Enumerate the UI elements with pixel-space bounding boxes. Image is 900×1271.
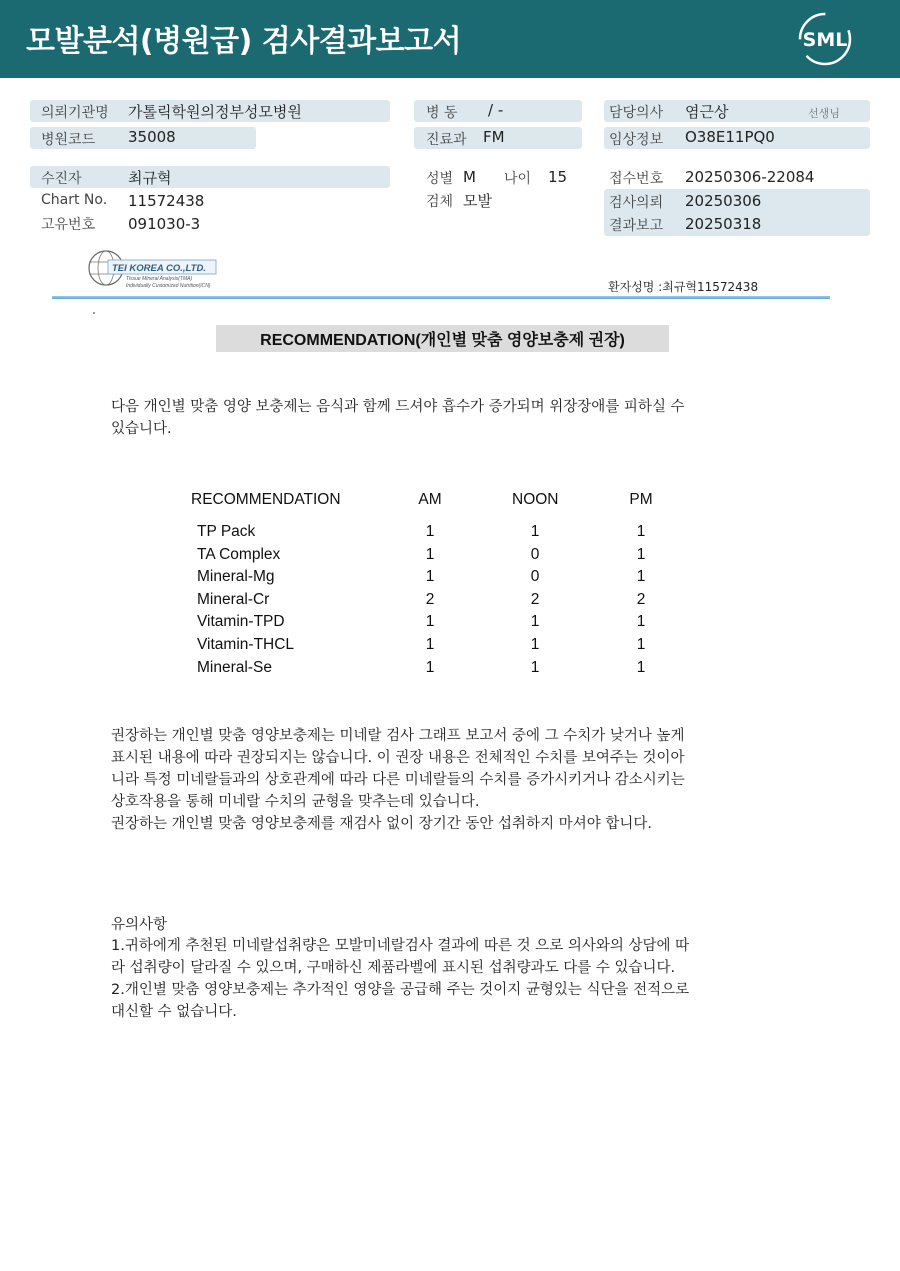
doctor-label: 담당의사 [609, 105, 664, 121]
tei-line2: Individually Customized Nutrition(ICN) [126, 283, 211, 289]
specimen-label: 검체 [426, 194, 454, 210]
unique-label: 고유번호 [41, 217, 96, 233]
section-title: RECOMMENDATION(개인별 맞춤 영양보충제 권장) [216, 325, 669, 352]
doctor-suffix: 선생님 [808, 107, 840, 120]
table-cell-am: 1 [425, 523, 435, 540]
specimen-value: 모발 [463, 192, 492, 210]
table-cell-am: 1 [425, 658, 435, 676]
col-header-noon: NOON [512, 491, 559, 508]
note-line: 니라 특정 미네랄들과의 상호관계에 따라 다른 미네랄들의 수치를 증가시키거나 감소시키는 [111, 772, 685, 788]
table-cell-pm: 1 [636, 523, 646, 540]
table-cell-pm: 1 [636, 636, 646, 653]
age-label: 나이 [504, 171, 532, 187]
table-cell-am: 1 [425, 568, 435, 586]
ward-value: / - [488, 101, 504, 119]
intro-line: 있습니다. [111, 421, 172, 437]
table-cell-am: 1 [425, 613, 435, 631]
table-cell-name: Mineral-Cr [197, 590, 270, 608]
request-label: 검사의뢰 [609, 195, 664, 211]
note-line: 상호작용을 통해 미네랄 수치의 균형을 맞추는데 있습니다. [111, 794, 480, 810]
caution-title: 유의사항 [111, 917, 168, 933]
report-title: 모발분석(병원급) 검사결과보고서 [26, 24, 462, 59]
ward-label: 병 동 [426, 105, 458, 121]
table-cell-name: Vitamin-THCL [197, 636, 295, 653]
dept-label: 진료과 [426, 132, 467, 148]
divider-dot [93, 312, 95, 314]
tei-brand: TEI KOREA CO.,LTD. [112, 263, 206, 274]
table-cell-name: Vitamin-TPD [197, 613, 285, 631]
table-cell-pm: 2 [636, 590, 646, 608]
patient-value: 최규혁 [128, 169, 172, 187]
table-cell-name: TP Pack [197, 523, 256, 540]
table-cell-pm: 1 [636, 568, 646, 586]
caution-line: 대신할 수 없습니다. [111, 1004, 237, 1020]
table-cell-pm: 1 [636, 613, 646, 631]
caution-line: 2.개인별 맞춤 영양보충제는 추가적인 영양을 공급해 주는 것이지 균형있는 식단을 전적으로 [111, 982, 690, 998]
request-value: 20250306 [685, 192, 762, 210]
hospital-code-label: 병원코드 [41, 132, 96, 148]
note-line: 권장하는 개인별 맞춤 영양보충제는 미네랄 검사 그래프 보고서 중에 그 수치가 낮거나 높게 [111, 728, 685, 744]
report-label: 결과보고 [609, 218, 664, 234]
caution-line: 라 섭취량이 달라질 수 있으며, 구매하신 제품라벨에 표시된 섭취량과도 다를 수 있습니다. [111, 960, 676, 976]
table-cell-noon: 0 [530, 568, 540, 586]
institution-label: 의뢰기관명 [41, 105, 109, 121]
patient-bar [30, 166, 390, 188]
tei-line1: Tissue Mineral Analysis(TMA) [126, 276, 193, 282]
institution-value: 가톨릭학원의정부성모병원 [128, 103, 302, 121]
table-cell-am: 2 [425, 590, 435, 608]
note-line: 권장하는 개인별 맞춤 영양보충제를 재검사 없이 장기간 동안 섭취하지 마셔야 합니다. [111, 816, 652, 832]
col-header-pm: PM [629, 491, 653, 508]
chart-value: 11572438 [128, 192, 205, 210]
table-cell-noon: 1 [530, 613, 540, 631]
table-cell-name: TA Complex [197, 545, 281, 563]
clinical-value: O38E11PQ0 [685, 128, 775, 146]
age-value: 15 [548, 168, 568, 186]
table-cell-name: Mineral-Se [197, 658, 272, 676]
sex-value: M [463, 168, 476, 186]
note-line: 표시된 내용에 따라 권장되지는 않습니다. 이 권장 내용은 전체적인 수치를 보여주는 것이아 [111, 750, 685, 766]
table-cell-name: Mineral-Mg [197, 568, 275, 586]
report-value: 20250318 [685, 215, 762, 233]
table-cell-noon: 0 [530, 545, 540, 563]
chart-label: Chart No. [41, 192, 108, 208]
divider [52, 296, 830, 299]
caution-line: 1.귀하에게 추천된 미네랄섭취량은 모발미네랄검사 결과에 따른 것 으로 의사와의 상담에 따 [111, 938, 690, 954]
receipt-value: 20250306-22084 [685, 168, 815, 186]
table-cell-noon: 1 [530, 658, 540, 676]
sml-logo-text: SML [802, 29, 848, 51]
sml-logo [796, 10, 854, 68]
table-cell-am: 1 [425, 636, 435, 653]
col-header-recommendation: RECOMMENDATION [191, 491, 341, 508]
patient-name-line: 환자성명 :최규혁11572438 [608, 280, 759, 294]
hospital-code-value: 35008 [128, 128, 176, 146]
table-cell-noon: 1 [530, 523, 540, 540]
patient-label: 수진자 [41, 171, 82, 187]
col-header-am: AM [418, 491, 442, 508]
unique-value: 091030-3 [128, 215, 201, 233]
table-cell-pm: 1 [636, 545, 646, 563]
doctor-value: 염근상 [685, 103, 729, 121]
table-cell-noon: 2 [530, 590, 540, 608]
table-cell-am: 1 [425, 545, 435, 563]
intro-line: 다음 개인별 맞춤 영양 보충제는 음식과 함께 드셔야 흡수가 증가되며 위장장애를 피하실 수 [111, 399, 685, 415]
table-cell-noon: 1 [530, 636, 540, 653]
tei-logo [86, 250, 236, 290]
dept-value: FM [483, 128, 505, 146]
receipt-label: 접수번호 [609, 171, 664, 187]
table-cell-pm: 1 [636, 658, 646, 676]
clinical-label: 임상정보 [609, 132, 664, 148]
sex-label: 성별 [426, 171, 454, 187]
